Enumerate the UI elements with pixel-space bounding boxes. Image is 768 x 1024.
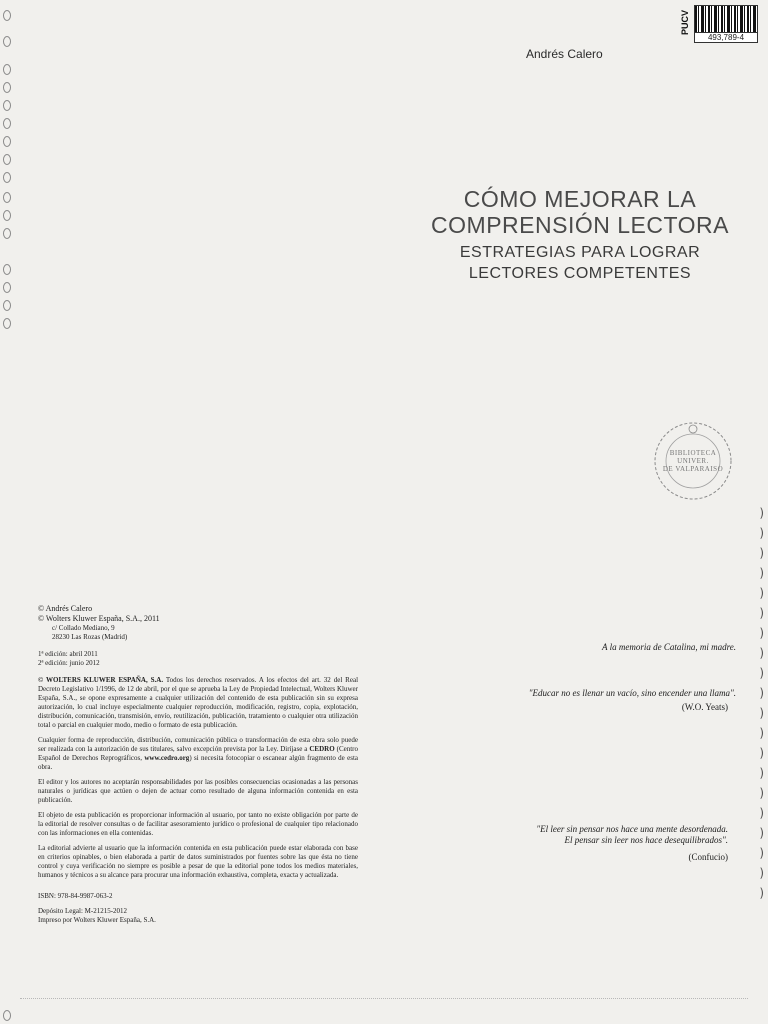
publisher-address: c/ Collado Mediano, 9 <box>52 624 115 632</box>
epigraph-quote: "Educar no es llenar un vacío, sino encender una llama". <box>528 688 736 698</box>
epigraph-quote: "El leer sin pensar nos hace una mente desordenada. El pensar sin leer nos hace desequilibrados". <box>536 824 728 845</box>
publisher-address: 28230 Las Rozas (Madrid) <box>52 633 128 641</box>
reproduction-paragraph: Cualquier forma de reproducción, distribución, comunicación pública o transformación de esta obra solo puede ser realizada con la autorización de sus titulares, salvo excepción prevista por la Ley. Diríjase a CEDRO (Centro Español de Derechos Reprográficos, www.cedro.org) si necesita fotocopiar o escanear algún fragmento de esta obra. <box>38 736 358 771</box>
book-title-line: COMPRENSIÓN LECTORA <box>431 212 729 238</box>
edition-info: 1ª edición: abril 2011 <box>38 650 98 658</box>
epigraph-author: (W.O. Yeats) <box>681 702 728 712</box>
book-subtitle-line: LECTORES COMPETENTES <box>468 265 692 282</box>
book-title <box>430 186 730 238</box>
copyright-author: © Andrés Calero <box>38 604 93 613</box>
copyright-publisher: © Wolters Kluwer España, S.A., 2011 <box>38 614 160 623</box>
barcode-number: 493,789-4 <box>694 32 758 43</box>
book-subtitle <box>430 242 730 284</box>
epigraph-author: (Confucio) <box>688 852 728 862</box>
warning-paragraph: La editorial advierte al usuario que la información contenida en esta publicación puede estar elaborada con base en criterios opinables, o bien elaborada a partir de datos suministrados por fuentes sobre las que ésta no tiene control y cuya verificación no siempre es posible a pesar de que la editorial pone todos los medios materiales, humanos y técnicos a su alcance para procurar una información exhaustiva, completa, exacta y actualizada. <box>38 844 358 879</box>
book-subtitle-line: ESTRATEGIAS PARA LOGRAR <box>459 244 701 261</box>
rights-paragraph: © WOLTERS KLUWER ESPAÑA, S.A. Todos los derechos reservados. A los efectos del art. 32 del Real Decreto Legislativo 1/1996, de 12 de abril, por el que se aprueba la Ley de Propiedad Intelectual, Wolters Kluwer España, S.A., se opone expresamente a cualquier utilización del contenido de esta publicación sin su expresa autorización, lo cual incluye especialmente cualquier reproducción, modificación, registro, copia, explotación, distribución, comunicación, transmisión, envío, reutilización, publicación, tratamiento o cualquier otra utilización total o parcial en cualquier modo, medio o formato de esta publicación. <box>38 676 359 729</box>
printer-info: Impreso por Wolters Kluwer España, S.A. <box>38 916 156 924</box>
scan-edge-bottom <box>20 998 748 1003</box>
book-title-line: CÓMO MEJORAR LA <box>463 186 697 212</box>
barcode-icon <box>694 5 758 33</box>
author-name: Andrés Calero <box>526 47 603 61</box>
dedication: A la memoria de Catalina, mi madre. <box>602 642 736 652</box>
binding-holes <box>0 0 14 1024</box>
barcode-library-code: PUCV <box>680 9 690 35</box>
copyright-page <box>38 604 358 925</box>
library-barcode-label <box>680 3 760 43</box>
library-stamp-text: BIBLIOTECA UNIVER. DE VALPARAISO <box>662 449 724 473</box>
liability-paragraph: El editor y los autores no aceptarán responsabilidades por las posibles consecuencias ocasionadas a las personas naturales o jurídicas que actúen o dejen de actuar como resultado de alguna información contenida en esta publicación. <box>38 778 358 804</box>
isbn: ISBN: 978-84-9987-063-2 <box>38 892 113 900</box>
edition-info: 2ª edición: junio 2012 <box>38 659 100 667</box>
legal-deposit: Depósito Legal: M-21215-2012 <box>38 907 128 915</box>
binding-marks-right: ) ) ) ) ) ) ) ) ) ) ) ) ) ) ) ) ) ) ) ) <box>759 506 764 900</box>
purpose-paragraph: El objeto de esta publicación es proporcionar información al usuario, por tanto no existe obligación por parte de la editorial de resolver consultas o de facilitar asesoramiento jurídico o profesional de cualquier tipo relacionado con las informaciones en ella contenidas. <box>38 811 358 837</box>
